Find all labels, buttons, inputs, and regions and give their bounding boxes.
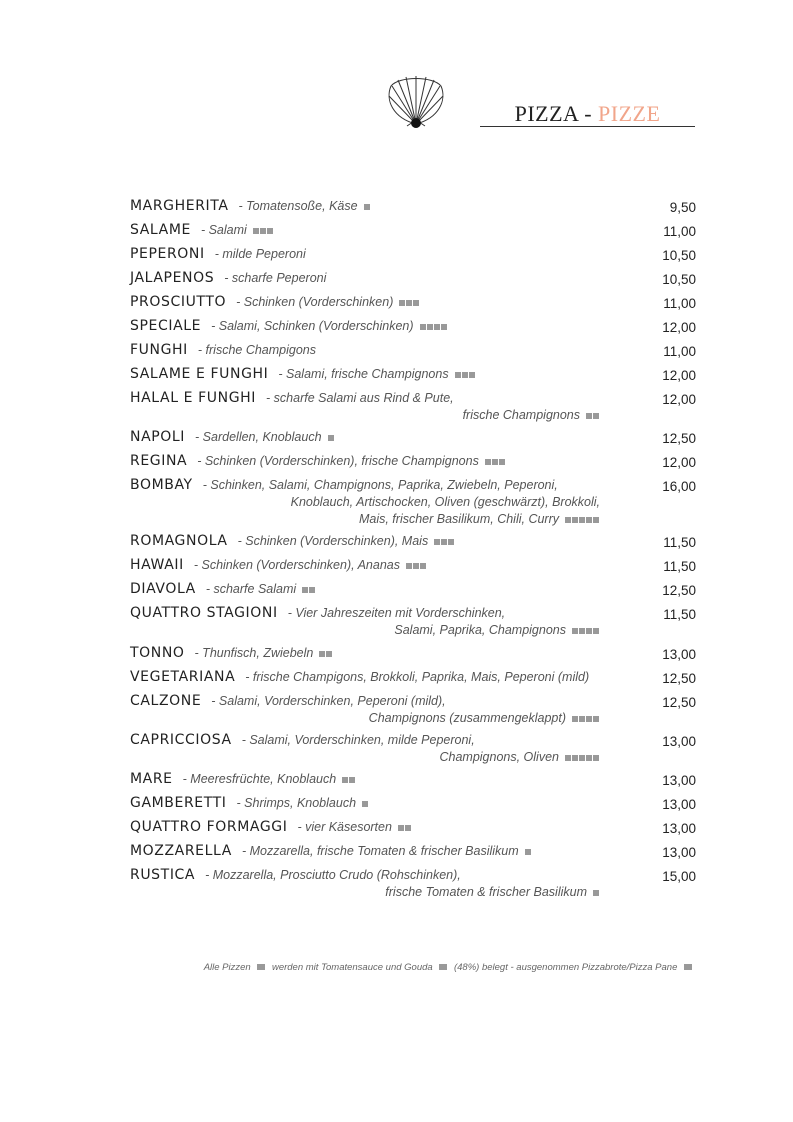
allergen-codes xyxy=(328,429,335,446)
allergen-codes xyxy=(565,749,600,766)
allergen-codes xyxy=(253,222,274,239)
allergen-code-icon xyxy=(455,372,461,378)
item-description-cont: Champignons (zusammengeklappt) xyxy=(368,710,566,725)
menu-item xyxy=(130,366,696,385)
allergen-code-icon xyxy=(593,755,599,761)
allergen-code-icon xyxy=(413,563,419,569)
item-description: - Schinken (Vorderschinken), frische Champignons xyxy=(197,454,479,469)
item-name: MARE xyxy=(130,771,173,788)
item-description: - Schinken (Vorderschinken), Mais xyxy=(237,534,429,549)
item-name: QUATTRO STAGIONI xyxy=(130,605,278,622)
allergen-code-icon xyxy=(593,716,599,722)
allergen-codes xyxy=(364,198,371,215)
allergen-code-icon xyxy=(572,755,578,761)
item-name: MOZZARELLA xyxy=(130,843,232,860)
title-main: PIZZA - xyxy=(514,101,599,126)
allergen-code-icon xyxy=(427,324,433,330)
seashell-logo-icon xyxy=(385,74,447,130)
item-name: VEGETARIANA xyxy=(130,668,236,685)
item-description: - Sardellen, Knoblauch xyxy=(195,430,322,445)
item-price: 11,50 xyxy=(663,535,696,551)
allergen-code-icon xyxy=(572,517,578,523)
menu-item xyxy=(130,222,696,241)
allergen-codes xyxy=(319,645,333,662)
allergen-code-icon xyxy=(485,459,491,465)
item-description-cont: Knoblauch, Artischocken, Oliven (geschwärzt), Brokkoli, xyxy=(290,495,600,510)
allergen-code-icon xyxy=(253,228,259,234)
item-name: PEPERONI xyxy=(130,246,205,262)
item-name: NAPOLI xyxy=(130,429,186,446)
item-description: - scharfe Salami aus Rind & Pute, xyxy=(266,391,454,405)
allergen-code-icon xyxy=(572,628,578,634)
allergen-code-icon xyxy=(399,300,405,306)
allergen-code-icon xyxy=(565,755,571,761)
item-name: JALAPENOS xyxy=(130,270,215,286)
item-description: - Salami, Vorderschinken, Peperoni (mild), xyxy=(211,693,446,708)
item-price: 12,00 xyxy=(662,320,696,335)
item-name: MARGHERITA xyxy=(130,198,229,214)
allergen-codes xyxy=(586,407,600,424)
item-name: GAMBERETTI xyxy=(130,795,227,812)
menu-item xyxy=(130,342,696,361)
allergen-code-icon xyxy=(586,517,592,523)
menu-item xyxy=(130,605,696,639)
allergen-code-icon xyxy=(257,964,265,970)
menu-item xyxy=(130,795,696,814)
item-name: REGINA xyxy=(130,453,188,470)
footer-part1: Alle Pizzen xyxy=(203,962,251,973)
allergen-code-icon xyxy=(499,459,505,465)
menu-item xyxy=(130,819,696,838)
allergen-code-icon xyxy=(525,849,531,855)
item-description: - milde Peperoni xyxy=(214,247,306,261)
item-price: 11,00 xyxy=(663,224,696,239)
menu-item xyxy=(130,198,696,217)
item-description-cont: Mais, frischer Basilikum, Chili, Curry xyxy=(358,512,559,527)
pizza-menu-list xyxy=(130,198,696,906)
allergen-code-icon xyxy=(364,204,370,210)
item-price: 12,00 xyxy=(662,368,696,383)
menu-item xyxy=(130,732,696,766)
item-price: 13,00 xyxy=(662,845,696,861)
allergen-code-icon xyxy=(565,517,571,523)
allergen-codes xyxy=(593,884,600,901)
item-description: - Shrimps, Knoblauch xyxy=(236,796,357,811)
menu-item xyxy=(130,390,696,424)
allergen-codes xyxy=(398,819,412,836)
item-price: 9,50 xyxy=(669,200,696,215)
footer-part3: (48%) belegt - ausgenommen Pizzabrote/Pizza Pane xyxy=(453,962,678,973)
allergen-code-icon xyxy=(319,651,325,657)
menu-item xyxy=(130,771,696,790)
item-description-cont: frische Tomaten & frischer Basilikum xyxy=(385,885,587,900)
item-description: - Mozzarella, Prosciutto Crudo (Rohschinken), xyxy=(205,868,461,883)
allergen-code-icon xyxy=(579,755,585,761)
allergen-codes xyxy=(572,623,600,640)
menu-item xyxy=(130,581,696,600)
allergen-code-icon xyxy=(309,587,315,593)
item-description: - Salami, Schinken (Vorderschinken) xyxy=(211,319,414,333)
item-price: 15,00 xyxy=(662,869,696,885)
allergen-code-icon xyxy=(448,539,454,545)
item-description: - scharfe Salami xyxy=(205,582,297,597)
allergen-code-icon xyxy=(260,228,266,234)
allergen-code-icon xyxy=(405,825,411,831)
allergen-codes xyxy=(399,294,420,311)
item-name: ROMAGNOLA xyxy=(130,533,228,550)
item-price: 13,00 xyxy=(662,733,696,749)
item-description: - Salami, frische Champignons xyxy=(278,367,449,381)
menu-item xyxy=(130,270,696,289)
item-name: SPECIALE xyxy=(130,318,202,334)
allergen-code-icon xyxy=(684,964,692,970)
item-name: PROSCIUTTO xyxy=(130,294,227,310)
item-price: 12,50 xyxy=(662,583,696,599)
item-name: CAPRICCIOSA xyxy=(130,731,232,748)
allergen-code-icon xyxy=(469,372,475,378)
allergen-code-icon xyxy=(579,716,585,722)
menu-item xyxy=(130,669,696,688)
menu-item xyxy=(130,843,696,862)
allergen-code-icon xyxy=(406,300,412,306)
item-description: - Vier Jahreszeiten mit Vorderschinken, xyxy=(287,606,506,621)
allergen-code-icon xyxy=(439,964,447,970)
item-name: HAWAII xyxy=(130,557,184,574)
allergen-code-icon xyxy=(342,777,348,783)
item-description: - Schinken (Vorderschinken), Ananas xyxy=(193,558,400,573)
item-description: - Thunfisch, Zwiebeln xyxy=(194,645,314,660)
item-name: RUSTICA xyxy=(130,867,196,884)
item-description-cont: Champignons, Oliven xyxy=(439,749,559,764)
item-description: - Schinken, Salami, Champignons, Paprika, Zwiebeln, Peperoni, xyxy=(202,478,558,493)
item-price: 13,00 xyxy=(662,821,696,837)
item-name: FUNGHI xyxy=(130,342,188,358)
allergen-codes xyxy=(565,511,600,528)
item-price: 12,00 xyxy=(662,392,696,407)
item-name: DIAVOLA xyxy=(130,581,196,598)
allergen-code-icon xyxy=(593,517,599,523)
allergen-code-icon xyxy=(586,628,592,634)
allergen-code-icon xyxy=(593,890,599,896)
menu-item xyxy=(130,867,696,901)
allergen-codes xyxy=(302,582,316,599)
allergen-code-icon xyxy=(267,228,273,234)
menu-item xyxy=(130,294,696,313)
item-description-cont: Salami, Paprika, Champignons xyxy=(394,623,566,638)
allergen-code-icon xyxy=(413,300,419,306)
menu-item xyxy=(130,557,696,576)
allergen-code-icon xyxy=(349,777,355,783)
menu-item xyxy=(130,318,696,337)
item-description: - Salami, Vorderschinken, milde Peperoni, xyxy=(241,732,475,747)
allergen-codes xyxy=(572,710,600,727)
allergen-code-icon xyxy=(593,413,599,419)
menu-item xyxy=(130,477,696,528)
item-price: 13,00 xyxy=(662,773,696,789)
item-name: HALAL E FUNGHI xyxy=(130,390,257,406)
allergen-codes xyxy=(406,558,427,575)
item-description-cont: frische Champignons xyxy=(462,408,580,422)
item-price: 16,00 xyxy=(662,479,696,495)
menu-item xyxy=(130,246,696,265)
menu-item xyxy=(130,645,696,664)
item-price: 12,00 xyxy=(662,455,696,471)
item-price: 13,00 xyxy=(662,797,696,813)
allergen-codes xyxy=(420,318,448,335)
item-description: - Schinken (Vorderschinken) xyxy=(236,295,394,309)
allergen-code-icon xyxy=(326,651,332,657)
item-name: BOMBAY xyxy=(130,477,193,494)
allergen-code-icon xyxy=(302,587,308,593)
item-price: 12,50 xyxy=(662,670,696,686)
allergen-code-icon xyxy=(434,539,440,545)
menu-item xyxy=(130,533,696,552)
allergen-code-icon xyxy=(492,459,498,465)
allergen-code-icon xyxy=(441,324,447,330)
item-price: 13,00 xyxy=(662,646,696,662)
item-price: 10,50 xyxy=(662,248,696,263)
item-name: QUATTRO FORMAGGI xyxy=(130,819,288,836)
allergen-codes xyxy=(434,534,455,551)
allergen-codes xyxy=(362,795,369,812)
item-description: - frische Champigons xyxy=(197,343,316,357)
allergen-code-icon xyxy=(462,372,468,378)
item-price: 11,50 xyxy=(663,559,696,575)
allergen-code-icon xyxy=(420,563,426,569)
item-price: 11,50 xyxy=(663,607,696,623)
allergen-code-icon xyxy=(406,563,412,569)
allergen-codes xyxy=(342,771,356,788)
item-price: 12,50 xyxy=(662,694,696,710)
item-description: - Tomatensoße, Käse xyxy=(238,199,358,213)
allergen-code-icon xyxy=(398,825,404,831)
allergen-code-icon xyxy=(441,539,447,545)
allergen-code-icon xyxy=(586,716,592,722)
item-description: - Mozzarella, frische Tomaten & frischer Basilikum xyxy=(241,844,519,859)
allergen-codes xyxy=(455,366,476,383)
menu-item xyxy=(130,693,696,727)
allergen-code-icon xyxy=(362,801,368,807)
footer-part2: werden mit Tomatensauce und Gouda xyxy=(271,962,433,973)
allergen-codes xyxy=(525,843,532,860)
item-name: CALZONE xyxy=(130,692,202,709)
item-description: - vier Käsesorten xyxy=(297,820,392,835)
footer-note xyxy=(130,962,696,973)
menu-item xyxy=(130,429,696,448)
item-price: 11,00 xyxy=(663,296,696,311)
allergen-code-icon xyxy=(593,628,599,634)
allergen-code-icon xyxy=(579,628,585,634)
allergen-code-icon xyxy=(586,413,592,419)
title-accent: PIZZE xyxy=(598,101,661,126)
item-description: - Meeresfrüchte, Knoblauch xyxy=(182,772,337,787)
allergen-codes xyxy=(485,453,506,470)
menu-item xyxy=(130,453,696,472)
item-description: - frische Champigons, Brokkoli, Paprika, Mais, Peperoni (mild) xyxy=(245,669,590,684)
item-description: - scharfe Peperoni xyxy=(224,271,327,285)
allergen-code-icon xyxy=(328,435,334,441)
item-name: TONNO xyxy=(130,644,185,661)
allergen-code-icon xyxy=(579,517,585,523)
page-title xyxy=(480,102,695,127)
item-description: - Salami xyxy=(200,223,247,237)
item-price: 11,00 xyxy=(663,344,696,359)
item-name: SALAME E FUNGHI xyxy=(130,366,269,382)
item-name: SALAME xyxy=(130,222,191,238)
allergen-code-icon xyxy=(420,324,426,330)
allergen-code-icon xyxy=(434,324,440,330)
allergen-code-icon xyxy=(586,755,592,761)
item-price: 12,50 xyxy=(662,431,696,447)
allergen-code-icon xyxy=(572,716,578,722)
item-price: 10,50 xyxy=(662,272,696,287)
